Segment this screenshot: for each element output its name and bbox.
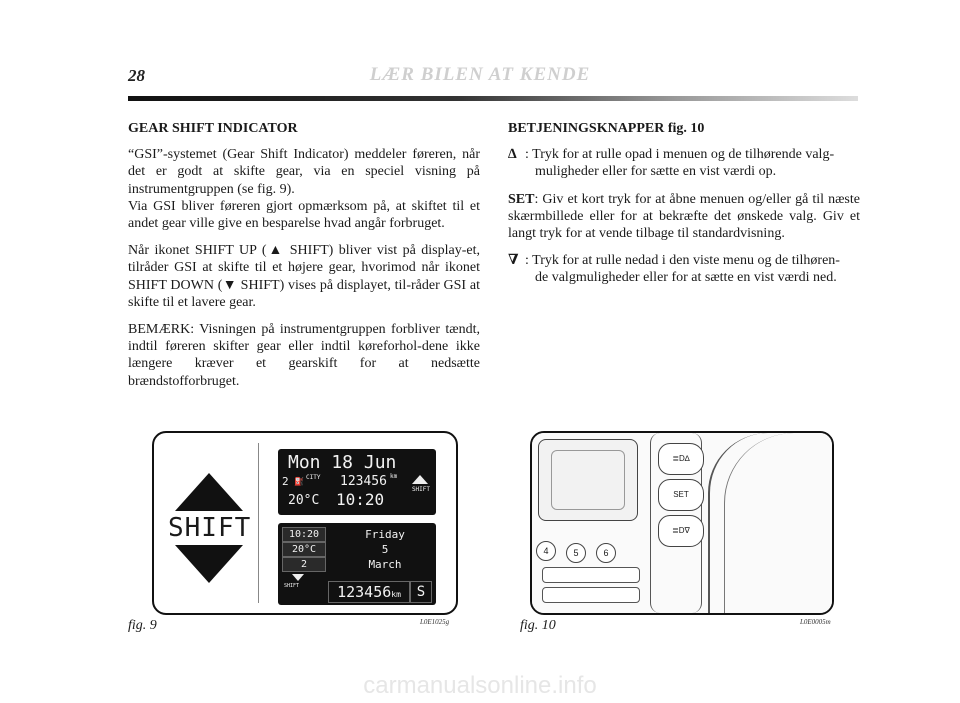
instrument-bezel-inner (724, 433, 825, 613)
display-odometer: 123456 (340, 474, 387, 489)
fig10-code: L0E0005m (800, 618, 831, 626)
gsi-heading: GEAR SHIFT INDICATOR (128, 121, 298, 136)
up-line-1: : Tryk for at rulle opad i menuen og de tilhørende valg- (525, 147, 835, 163)
knob-5: 5 (566, 543, 586, 563)
up-button-description (508, 146, 860, 180)
display2-date-block (338, 527, 432, 572)
gsi-paragraph-2: Når ikonet SHIFT UP (▲ SHIFT) bliver vist på display-et, tilråder GSI at skifte til et højere gear, hvorimod når ikonet SHIFT DOWN (▼ SHIFT) vises på displayet, til-råder GSI at skifte til et lavere gear. (128, 243, 480, 310)
up-line-2: muligheder eller for sætte en vist værdi op. (535, 164, 777, 180)
display2-odometer: 123456 (337, 583, 392, 601)
figure-10 (530, 431, 834, 615)
up-button: ≣D∆ (658, 443, 704, 475)
display-shift-label: SHIFT (411, 486, 430, 493)
set-button: SET (658, 479, 704, 511)
shift-up-arrow-icon (175, 473, 243, 511)
set-text: : Giv et kort tryk for at åbne menuen og/eller gå til næste skærmbillede eller for at bekræfte det ønskede valg. Giv et langt tryk for at vende tilbage til standardvisning. (508, 191, 860, 242)
display2-temp: 20°C (282, 542, 326, 557)
set-button-description (508, 191, 860, 243)
display2-time: 10:20 (282, 527, 326, 542)
down-triangle-icon: ∇ (508, 253, 519, 269)
display2-daynum: 5 (381, 543, 389, 556)
right-column (508, 120, 860, 297)
up-triangle-icon: ∆ (508, 147, 517, 163)
shift-down-arrow-icon (175, 545, 243, 583)
display2-shift-label: SHIFT (284, 583, 300, 589)
shift-word: SHIFT (168, 513, 252, 543)
left-column (128, 120, 480, 400)
shift-indicator-graphic (168, 473, 250, 583)
slot-2 (542, 587, 640, 603)
display-km: km (390, 473, 398, 480)
knob-4: 4 (536, 541, 556, 561)
display-city: CITY (306, 474, 321, 481)
gsi-paragraph-1: “GSI”-systemet (Gear Shift Indicator) meddeler føreren, når det er godt at skifte gear, via en speciel visning på instrumentgruppen (se fig. 9). (128, 147, 480, 197)
radio-screen (538, 439, 638, 521)
display-shift-up-icon (412, 475, 428, 484)
down-line-2: de valgmuligheder eller for at sætte en vist værdi ned. (535, 270, 837, 286)
display2-shift-down-icon (292, 574, 304, 581)
watermark: carmanualsonline.info (363, 672, 597, 699)
gsi-paragraph-note: BEMÆRK: Visningen på instrumentgruppen forbliver tændt, indtil føreren skifter gear eller indtil køreforhol-dene ikke længere kræver et gearskift for at nedsætte brændstofforbruget. (128, 322, 480, 389)
display2-gear: 2 (300, 559, 308, 570)
display-gear: 2 (282, 475, 289, 488)
gsi-paragraph-1b: Via GSI bliver føreren gjort opmærksom på, at skiftet til et andet gear ville give en besparelse hvad angår forbruget. (128, 198, 480, 232)
display-top (278, 449, 436, 515)
slot-1 (542, 567, 640, 583)
display2-day: Friday (365, 528, 405, 541)
display-date: Mon 18 Jun (288, 452, 397, 473)
page-header-title: LÆR BILEN AT KENDE (369, 64, 591, 85)
down-line-1: : Tryk for at rulle nedad i den viste menu og de tilhøren- (525, 253, 840, 269)
set-label: SET (508, 191, 535, 207)
display2-odometer-row (328, 581, 410, 603)
figure-divider (258, 443, 259, 603)
down-button: ≣D∇ (658, 515, 704, 547)
page-number: 28 (128, 66, 145, 85)
display-bottom (278, 523, 436, 605)
display2-gear-row (282, 557, 326, 572)
display2-km: km (391, 590, 401, 599)
fig9-caption: fig. 9 (128, 618, 157, 633)
fig9-code: L0E1025g (420, 618, 450, 626)
display-time: 10:20 (336, 490, 385, 509)
fuel-pump-icon: ⛽ (294, 477, 304, 486)
display2-mode: S (410, 581, 432, 603)
figure-9 (152, 431, 458, 615)
fig10-caption: fig. 10 (520, 618, 556, 633)
display2-month: March (368, 558, 402, 571)
knob-6: 6 (596, 543, 616, 563)
controls-heading: BETJENINGSKNAPPER fig. 10 (508, 121, 705, 136)
display-temp: 20°C (288, 493, 320, 508)
header-rule (128, 96, 858, 101)
down-button-description (508, 252, 860, 286)
